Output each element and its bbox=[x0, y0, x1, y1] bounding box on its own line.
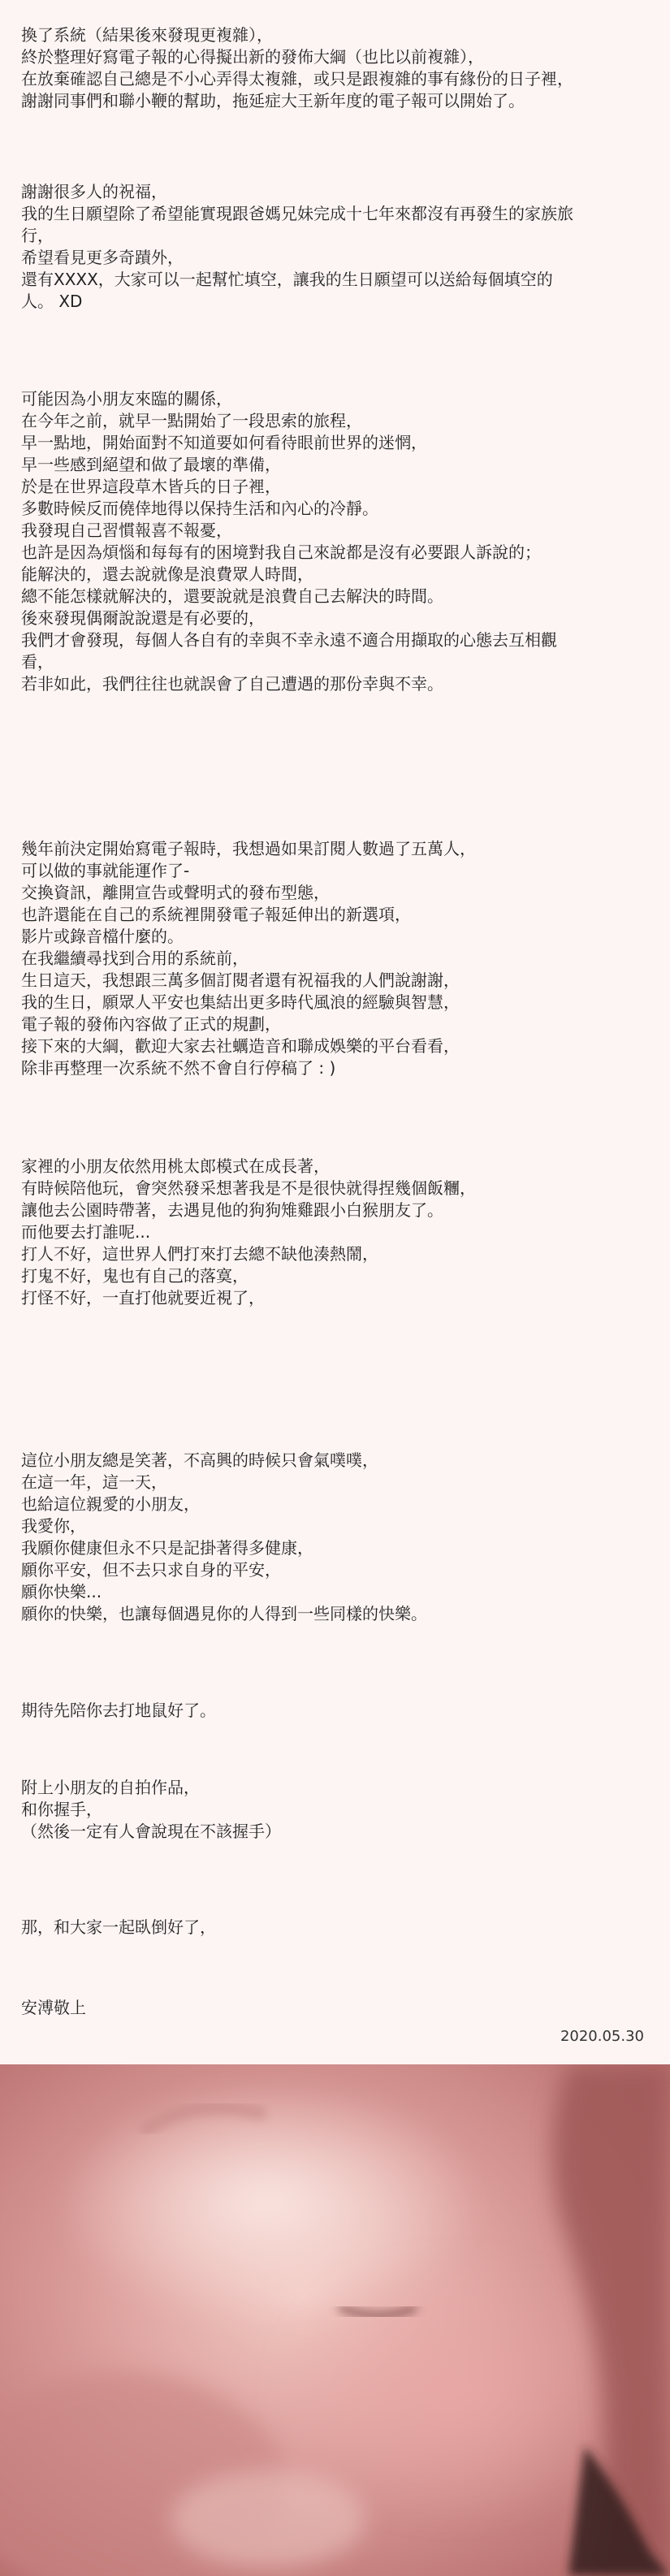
paragraph-whack-a-mole bbox=[21, 1700, 655, 1722]
text-line: 換了系統（結果後來發現更複雜）， bbox=[21, 25, 273, 45]
baby-photo-image bbox=[0, 2064, 670, 2576]
text-line: 終於整理好寫電子報的心得擬出新的發佈大綱（也比以前複雜）， bbox=[21, 47, 484, 67]
signature: 安溥敬上 bbox=[21, 1998, 86, 2017]
paragraph-child-growth bbox=[21, 1156, 655, 1309]
text-line: 我發現自己習慣報喜不報憂， bbox=[21, 521, 232, 540]
text-line: 我願你健康但永不只是記掛著得多健康， bbox=[21, 1538, 313, 1558]
text-line: 影片或錄音檔什麼的。 bbox=[21, 927, 184, 946]
baby-selfie-photo bbox=[0, 2064, 670, 2576]
text-line: 於是在世界這段草木皆兵的日子裡， bbox=[21, 477, 281, 496]
text-line: 我的生日，願眾人平安也集結出更多時代風浪的經驗與智慧， bbox=[21, 992, 460, 1012]
text-line: 讓他去公園時帶著，去遇見他的狗狗雉雞跟小白猴朋友了。 bbox=[21, 1200, 443, 1220]
text-line: 期待先陪你去打地鼠好了。 bbox=[21, 1701, 216, 1720]
text-line: 也許還能在自己的系統裡開發電子報延伸出的新選項， bbox=[21, 905, 411, 924]
text-line: 有時候陪他玩，會突然發采想著我是不是很快就得捏幾個飯糰， bbox=[21, 1178, 476, 1198]
paragraph-selfie bbox=[21, 1777, 655, 1843]
paragraph-newsletter-plan bbox=[21, 838, 655, 1079]
text-line: 打人不好，這世界人們打來打去總不缺他湊熱鬧， bbox=[21, 1244, 378, 1264]
text-line: 打怪不好，一直打他就要近視了， bbox=[21, 1288, 265, 1307]
text-line: 生日這天，我想跟三萬多個訂閱者還有祝福我的人們說謝謝， bbox=[21, 970, 460, 990]
text-line: 若非如此，我們往往也就誤會了自己遭遇的那份幸與不幸。 bbox=[21, 674, 443, 694]
text-line: （然後一定有人會說現在不該握手） bbox=[21, 1822, 281, 1841]
text-line: 我們才會發現，每個人各自有的幸與不幸永遠不適合用擷取的心態去互相觀 bbox=[21, 630, 557, 650]
text-line: 那，和大家一起臥倒好了， bbox=[21, 1917, 216, 1937]
text-line: 謝謝同事們和聯小鞭的幫助，拖延症大王新年度的電子報可以開始了。 bbox=[21, 91, 525, 110]
text-line: 願你的快樂，也讓每個遇見你的人得到一些同樣的快樂。 bbox=[21, 1604, 427, 1623]
text-line: 我的生日願望除了希望能實現跟爸媽兄妹完成十七年來都沒有再發生的家族旅 bbox=[21, 204, 573, 223]
text-line: 在放棄確認自己總是不小心弄得太複雜，或只是跟複雜的事有緣份的日子裡， bbox=[21, 69, 573, 89]
text-line: 在我繼續尋找到合用的系統前， bbox=[21, 949, 249, 968]
text-line: 也許是因為煩惱和每每有的困境對我自己來說都是沒有必要跟人訴說的； bbox=[21, 542, 541, 562]
text-line: 打鬼不好，鬼也有自己的落寞， bbox=[21, 1266, 249, 1286]
text-line: 希望看見更多奇蹟外， bbox=[21, 248, 184, 267]
text-line: 可能因為小朋友來臨的關係， bbox=[21, 389, 232, 408]
text-line: 願你平安，但不去只求自身的平安， bbox=[21, 1560, 281, 1580]
text-line: 後來發現偶爾說說還是有必要的， bbox=[21, 608, 265, 628]
text-line: 可以做的事就能運作了- bbox=[21, 861, 190, 880]
text-line: 和你握手， bbox=[21, 1800, 102, 1819]
text-line: 而他要去打誰呢... bbox=[21, 1222, 151, 1242]
text-line: 還有XXXX，大家可以一起幫忙填空，讓我的生日願望可以送給每個填空的 bbox=[21, 270, 553, 289]
lip-highlight bbox=[171, 2470, 365, 2568]
text-line: 家裡的小朋友依然用桃太郎模式在成長著， bbox=[21, 1156, 330, 1176]
text-line: 早一點地，開始面對不知道要如何看待眼前世界的迷惘， bbox=[21, 433, 427, 452]
text-line: 這位小朋友總是笑著，不高興的時候只會氣噗噗， bbox=[21, 1450, 378, 1470]
paragraph-reflection bbox=[21, 388, 655, 695]
paragraph-intro bbox=[21, 24, 655, 112]
text-line: 行， bbox=[21, 226, 54, 245]
paragraph-closing bbox=[21, 1917, 655, 1938]
post-date: 2020.05.30 bbox=[560, 2028, 644, 2045]
text-line: 能解決的，還去說就像是浪費眾人時間， bbox=[21, 564, 313, 584]
text-line: 謝謝很多人的祝福， bbox=[21, 182, 167, 201]
text-line: 願你快樂... bbox=[21, 1582, 102, 1601]
text-line: 看， bbox=[21, 652, 54, 672]
text-line: 在今年之前，就早一點開始了一段思索的旅程， bbox=[21, 411, 362, 430]
text-line: 附上小朋友的自拍作品， bbox=[21, 1778, 200, 1797]
text-line: 交換資訊，離開宣告或聲明式的發布型態， bbox=[21, 883, 330, 902]
text-line: 多數時候反而僥倖地得以保持生活和內心的冷靜。 bbox=[21, 499, 378, 518]
text-line: 電子報的發佈內容做了正式的規劃， bbox=[21, 1014, 281, 1034]
text-line: 除非再整理一次系統不然不會自行停稿了 : ) bbox=[21, 1058, 336, 1078]
text-line: 接下來的大綱，歡迎大家去社蠣造音和聯成娛樂的平台看看， bbox=[21, 1036, 460, 1056]
text-line: 在這一年，這一天， bbox=[21, 1472, 167, 1492]
paragraph-wishes bbox=[21, 1450, 655, 1625]
text-line: 也給這位親愛的小朋友， bbox=[21, 1494, 200, 1514]
paragraph-thanks bbox=[21, 181, 655, 313]
text-line: 人。 XD bbox=[21, 292, 83, 311]
text-line: 幾年前決定開始寫電子報時，我想過如果訂閱人數過了五萬人， bbox=[21, 839, 476, 858]
text-line: 總不能怎樣就解決的，還要說就是浪費自己去解決的時間。 bbox=[21, 586, 443, 606]
text-line: 早一些感到絕望和做了最壞的準備， bbox=[21, 455, 281, 474]
text-line: 我愛你， bbox=[21, 1516, 86, 1536]
